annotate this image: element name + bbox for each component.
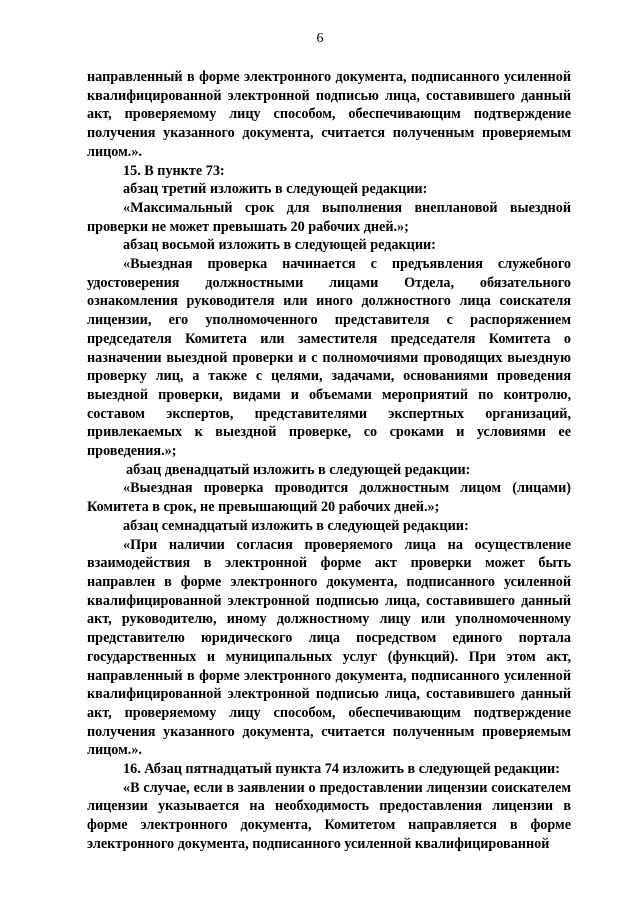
paragraph-9: абзац семнадцатый изложить в следующей редакции: bbox=[123, 517, 469, 534]
paragraph-3: абзац третий изложить в следующей редакции: bbox=[123, 181, 428, 198]
paragraph-10: «При наличии согласия проверяемого лица на осуществление взаимодействия в электронной форме акт проверки может быть направлен в форме электронного документа, подписанного усиленной квалифицированной электронной подписью лица, составившего данный акт, руководителю, иному должностному лицу или уполномоченному представителю юридического лица посредством единого портала государственных и муниципальных услуг (функций). При этом акт, направленный в форме электронного документа, подписанного усиленной квалифицированной электронной подписью лица, составившего данный акт, проверяемому лицу способом, обеспечивающим подтверждение получения указанного документа, считается полученным проверяемым лицом.». bbox=[87, 536, 571, 759]
paragraph-1: направленный в форме электронного документа, подписанного усиленной квалифицированной электронной подписью лица, составившего данный акт, проверяемому лицу способом, обеспечивающим подтверждение получения указанного документа, считается полученным проверяемым лицом.». bbox=[87, 69, 571, 160]
page-number: 6 bbox=[316, 31, 324, 46]
paragraph-5: абзац восьмой изложить в следующей редакции: bbox=[123, 237, 436, 254]
paragraph-12: «В случае, если в заявлении о предоставлении лицензии соискателем лицензии указывается на необходимость предоставления лицензии в форме электронного документа, Комитетом направляется в форме электронного документа, подписанного усиленной квалифицированной bbox=[87, 779, 571, 852]
paragraph-7: абзац двенадцатый изложить в следующей редакции: bbox=[126, 461, 471, 478]
paragraph-11: 16. Абзац пятнадцатый пункта 74 изложить в следующей редакции: bbox=[123, 761, 560, 778]
paragraph-6: «Выездная проверка начинается с предъявления служебного удостоверения должностными лицами Отдела, обязательного ознакомления руководителя или иного должностного лица соискателя лицензии, его уполномоченного представителя с распоряжением председателя Комитета или заместителя председателя Комитета о назначении выездной проверки и с полномочиями проводящих выездную проверку лиц, а также с целями, задачами, основаниями проведения выездной проверки, видами и объемами мероприятий по контролю, составом экспертов, представителями экспертных организаций, привлекаемых к выездной проверке, со сроками и условиями ее проведения.»; bbox=[87, 256, 571, 460]
document-body bbox=[87, 68, 571, 854]
paragraph-2: 15. В пункте 73: bbox=[123, 162, 225, 179]
paragraph-4: «Максимальный срок для выполнения внеплановой выездной проверки не может превышать 20 рабочих дней.»; bbox=[87, 199, 571, 235]
paragraph-8: «Выездная проверка проводится должностным лицом (лицами) Комитета в срок, не превышающий 20 рабочих дней.»; bbox=[87, 480, 571, 516]
